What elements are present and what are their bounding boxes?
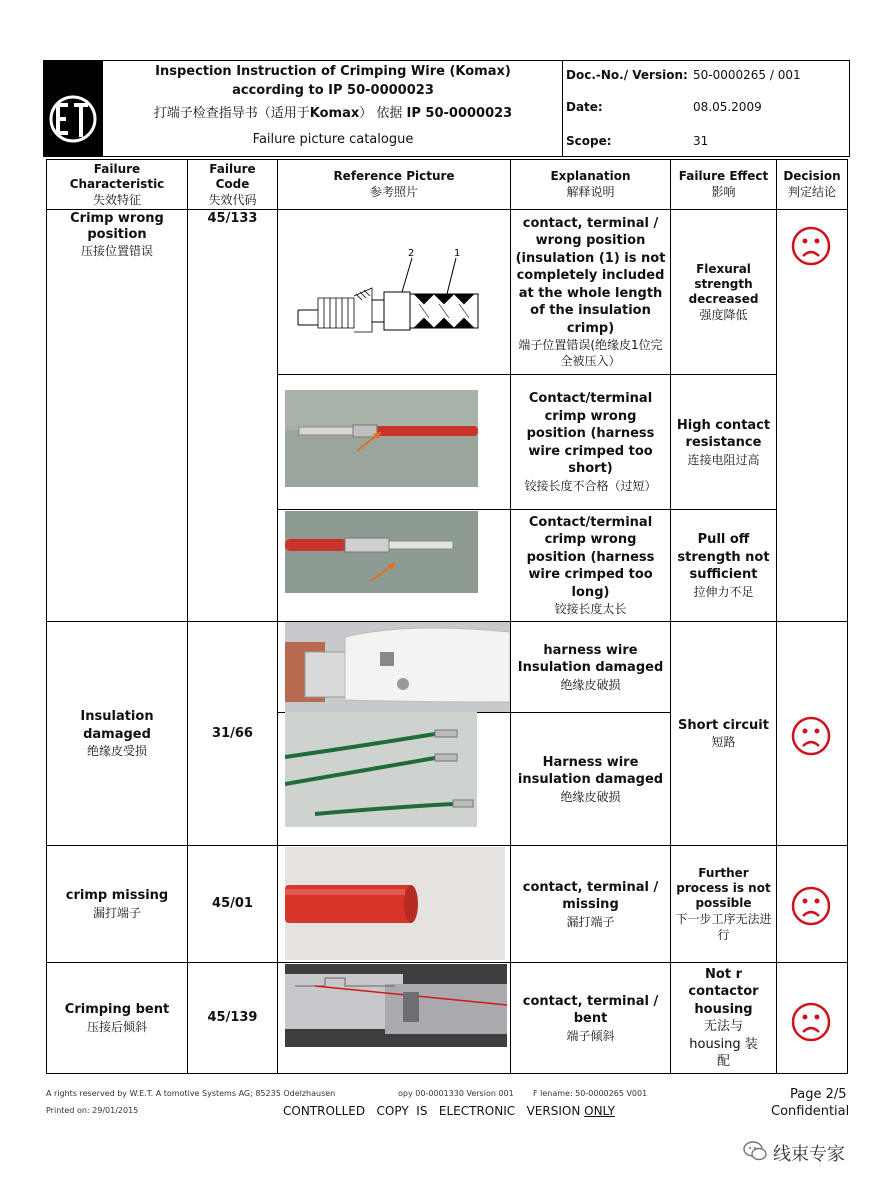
column-header-failure-code: Failure Code 失效代码	[208, 161, 257, 207]
effect-r3: Further process is not possible 下一步工序无法进行	[675, 865, 772, 942]
photo-crimp-missing	[285, 847, 505, 960]
explanation-r1-a: contact, terminal / wrong position (insulation (1) is not completely included at the whole length of the insulation crimp) 端子位置错误(绝缘皮1位完全被压入）	[515, 215, 666, 369]
diagram-label-1: 1	[454, 248, 461, 259]
company-logo	[44, 61, 102, 156]
explanation-r1-b: Contact/terminal crimp wrong position (harness wire crimped too short) 铰接长度不合格（过短）	[524, 391, 657, 493]
failure-characteristic-insulation-damaged: Insulation damaged 绝缘皮受损	[80, 709, 154, 758]
wechat-icon	[743, 1140, 767, 1162]
failure-code-r2: 31/66	[212, 725, 253, 741]
doc-title-line1: Inspection Instruction of Crimping Wire (Komax)	[155, 64, 511, 79]
doc-title-chinese: 打端子检查指导书（适用于Komax） 依据 IP 50-0000023	[153, 106, 513, 121]
sad-face-icon	[791, 716, 831, 760]
photo-crimped-too-long	[285, 511, 478, 593]
explanation-r4: contact, terminal / bent 端子倾斜	[522, 993, 659, 1043]
failure-characteristic-crimping-bent: Crimping bent 压接后倾斜	[64, 1002, 170, 1034]
photo-insulation-damaged-2	[285, 712, 477, 827]
failure-characteristic-crimp-wrong-position: Crimp wrong position 压接位置错误	[70, 211, 164, 258]
explanation-r2-a: harness wire Insulation damaged 绝缘皮破损	[517, 642, 664, 692]
doc-title-line2: according to IP 50-0000023	[232, 83, 434, 98]
doc-number-label: Doc.-No./ Version:	[566, 68, 688, 82]
date-value: 08.05.2009	[693, 100, 762, 114]
column-header-failure-characteristic: Failure Characteristic 失效特征	[69, 161, 165, 207]
sad-face-icon	[791, 226, 831, 270]
column-header-failure-effect: Failure Effect 影响	[678, 169, 769, 199]
effect-r1-b: High contact resistance 连接电阻过高	[676, 417, 771, 467]
wechat-account-name: 线束专家	[773, 1144, 845, 1165]
explanation-r1-c: Contact/terminal crimp wrong position (harness wire crimped too long) 铰接长度太长	[526, 514, 655, 617]
footer-controlled-copy: CONTROLLED COPY IS ELECTRONIC VERSION ONLY	[283, 1104, 615, 1118]
failure-code-r1: 45/133	[207, 211, 258, 226]
failure-characteristic-crimp-missing: crimp missing 漏打端子	[65, 888, 169, 920]
photo-insulation-damaged-1	[285, 622, 510, 712]
effect-r2: Short circuit 短路	[678, 717, 769, 750]
photo-crimping-bent	[285, 964, 507, 1047]
effect-r1-c: Pull off strength not sufficient 拉伸力不足	[677, 532, 770, 599]
photo-crimped-too-short	[285, 390, 478, 487]
date-label: Date:	[566, 100, 603, 114]
footer-rights: A rights reserved by W.E.T. A tomotive Systems AG; 85235 Odelzhausen	[46, 1089, 336, 1098]
crimp-position-diagram	[284, 240, 504, 340]
footer-copy-number: opy 00-0001330 Version 001	[398, 1089, 514, 1098]
explanation-r3: contact, terminal / missing 漏打端子	[522, 879, 659, 929]
effect-r4: Not r contactor housing 无法与housing 装配	[688, 966, 759, 1069]
column-header-decision: Decision 判定结论	[783, 169, 841, 199]
footer-confidential: Confidential	[771, 1104, 850, 1119]
footer-page-number: Page 2/5	[790, 1087, 847, 1102]
doc-subtitle: Failure picture catalogue	[252, 132, 414, 147]
sad-face-icon	[791, 1002, 831, 1046]
column-header-explanation: Explanation 解释说明	[550, 169, 631, 199]
column-header-reference-picture: Reference Picture 参考照片	[333, 169, 455, 199]
effect-r1-a: Flexural strength decreased 强度降低	[688, 261, 759, 322]
scope-value: 31	[693, 134, 709, 148]
sad-face-icon	[791, 886, 831, 930]
scope-label: Scope:	[566, 134, 612, 148]
doc-number-value: 50-0000265 / 001	[693, 68, 801, 82]
footer-filename: F lename: 50-0000265 V001	[533, 1089, 648, 1098]
failure-code-r4: 45/139	[207, 1010, 258, 1026]
diagram-label-2: 2	[408, 248, 415, 259]
failure-code-r3: 45/01	[212, 896, 253, 912]
footer-printed-date: Printed on: 29/01/2015	[46, 1106, 139, 1115]
explanation-r2-b: Harness wire insulation damaged 绝缘皮破损	[517, 754, 664, 804]
